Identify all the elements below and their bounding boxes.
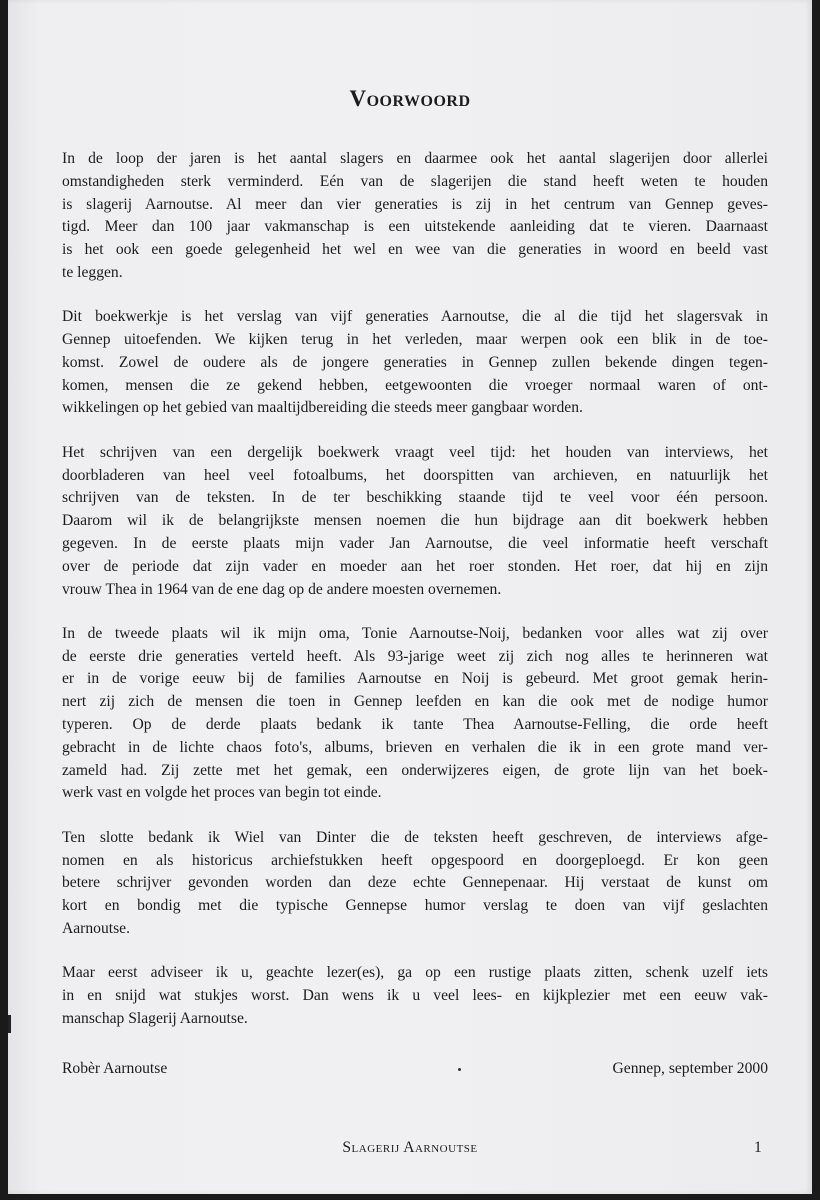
- place-date: Gennep, september 2000: [612, 1060, 768, 1077]
- text-line: betere schrijver gevonden worden dan deze echte Gennepenaar. Hij verstaat de kunst om: [62, 874, 768, 892]
- scan-edge-mark: [8, 1015, 11, 1033]
- text-line: omstandigheden sterk verminderd. Eén van de slagerijen die stand heeft weten te houden: [62, 172, 768, 190]
- text-line: is het ook een goede gelegenheid het wel en wee van die generaties in woord en beeld vast: [62, 241, 768, 259]
- text-line: wikkelingen op het gebied van maaltijdbereiding die steeds meer gangbaar worden.: [62, 399, 583, 417]
- text-line: Daarom wil ik de belangrijkste mensen noemen die hun bijdrage aan dit boekwerk hebben: [62, 512, 768, 530]
- text-line: schrijven van de teksten. In de ter beschikking staande tijd te veel voor één persoon.: [62, 489, 768, 507]
- text-line: In de loop der jaren is het aantal slagers en daarmee ook het aantal slagerijen door allerlei: [62, 150, 768, 167]
- signature: Robèr Aarnoutse: [62, 1060, 168, 1077]
- paragraph: [62, 623, 768, 805]
- text-line: er in de vorige eeuw bij de families Aarnoutse en Noij is gebeurd. Met groot gemak herin-: [62, 670, 768, 688]
- text-line: Aarnoutse.: [62, 919, 130, 937]
- text-line: komst. Zowel de oudere als de jongere generaties in Gennep zullen bekende dingen tegen-: [62, 353, 768, 371]
- text-line: nomen en als historicus archiefstukken heeft opgespoord en doorgeploegd. Er kon geen: [62, 851, 768, 869]
- text-line: nert zij zich de mensen die toen in Gennep leefden en kan die ook met de nodige humor: [62, 693, 768, 711]
- text-line: gegeven. In de eerste plaats mijn vader Jan Aarnoutse, die veel informatie heeft verschaft: [62, 534, 768, 552]
- text-line: Ten slotte bedank ik Wiel van Dinter die de teksten heeft geschreven, de interviews afge-: [62, 828, 768, 846]
- signature-row: [62, 1060, 768, 1078]
- paragraph: [62, 148, 768, 285]
- page-title: Voorwoord: [349, 86, 471, 111]
- stray-dot: [458, 1068, 461, 1071]
- paragraph: [62, 442, 768, 602]
- text-line: Het schrijven van een dergelijk boekwerk vraagt veel tijd: het houden van interviews, het: [62, 443, 768, 461]
- text-line: is slagerij Aarnoutse. Al meer dan vier generaties is zij in het centrum van Gennep geves-: [62, 195, 768, 213]
- text-line: vrouw Thea in 1964 van de ene dag op de andere moesten overnemen.: [62, 580, 502, 598]
- text-line: Maar eerst adviseer ik u, geachte lezer(es), ga op een rustige plaats zitten, schenk uzelf iets: [62, 964, 768, 982]
- text-line: te leggen.: [62, 263, 123, 281]
- body-text: [62, 148, 768, 1052]
- running-title: Slagerij Aarnoutse: [342, 1139, 478, 1156]
- text-line: tigd. Meer dan 100 jaar vakmanschap is een uitstekende aanleiding dat te vieren. Daarnaast: [62, 218, 768, 236]
- text-line: komen, mensen die ze gekend hebben, eetgewoonten die vroeger normaal waren of ont-: [62, 376, 768, 394]
- text-line: typeren. Op de derde plaats bedank ik tante Thea Aarnoutse-Felling, die orde heeft: [62, 716, 768, 734]
- text-line: manschap Slagerij Aarnoutse.: [62, 1009, 248, 1027]
- text-line: werk vast en volgde het proces van begin tot einde.: [62, 784, 382, 802]
- text-line: over de periode dat zijn vader en moeder aan het roer stonden. Het roer, dat hij en zijn: [62, 557, 768, 575]
- text-line: in en snijd wat stukjes worst. Dan wens ik u veel lees- en kijkplezier met een eeuw vak-: [62, 987, 768, 1004]
- paragraph: [62, 827, 768, 941]
- text-line: gebracht in de lichte chaos foto's, albums, brieven en verhalen die ik in een grote mand ver-: [62, 738, 768, 756]
- text-line: Gennep uitoefenden. We kijken terug in het verleden, maar werpen ook een blik in de toe-: [62, 331, 768, 349]
- paragraph: [62, 306, 768, 420]
- text-line: doorbladeren van heel veel fotoalbums, het doorspitten van archieven, en natuurlijk het: [62, 466, 768, 484]
- text-line: Dit boekwerkje is het verslag van vijf generaties Aarnoutse, die al die tijd het slagersvak in: [62, 308, 768, 326]
- text-line: kort en bondig met die typische Gennepse humor verslag te doen van vijf geslachten: [62, 897, 768, 915]
- text-line: In de tweede plaats wil ik mijn oma, Tonie Aarnoutse-Noij, bedanken voor alles wat zij over: [62, 624, 768, 642]
- text-line: de eerste drie generaties verteld heeft. Als 93-jarige weet zij zich nog alles te herinneren wat: [62, 647, 768, 665]
- paragraph: [62, 962, 768, 1030]
- text-line: zameld had. Zij zette met het gemak, een onderwijzeres eigen, de grote lijn van het boek-: [62, 761, 768, 779]
- page-number: 1: [754, 1139, 762, 1156]
